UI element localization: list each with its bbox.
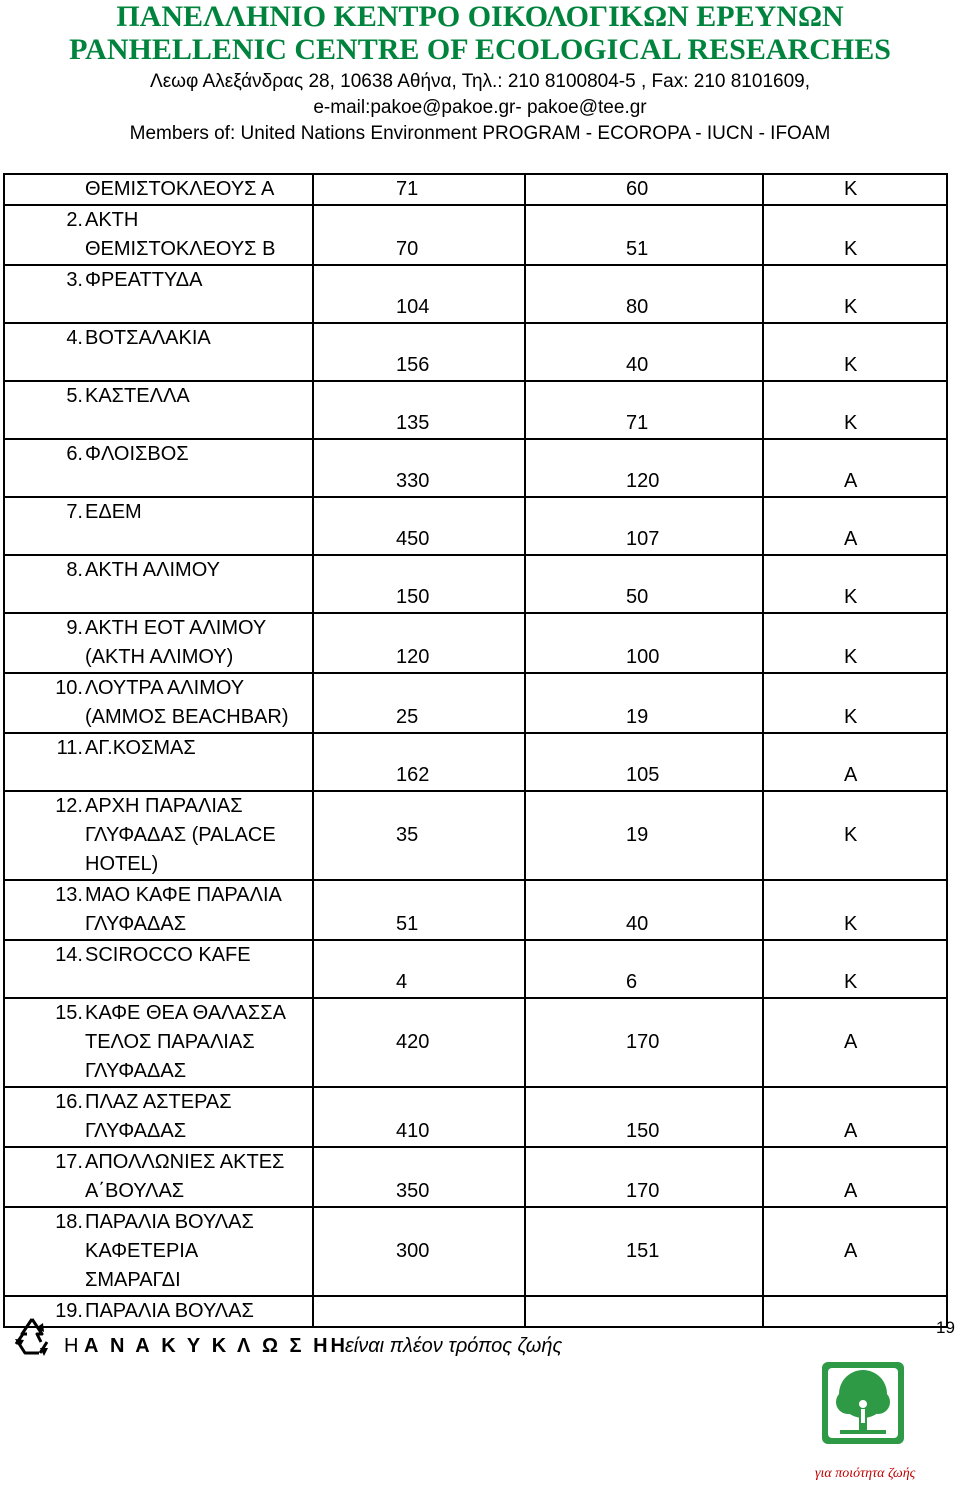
row-number: 6. xyxy=(66,443,83,465)
beach-name-cell xyxy=(4,205,313,265)
value-cell-v1: 330 xyxy=(313,439,525,497)
row-number: 13. xyxy=(55,884,83,906)
table-row xyxy=(4,323,947,381)
beach-name-line: ΓΛΥΦΑΔΑΣ xyxy=(85,1060,187,1082)
table-row xyxy=(4,613,947,673)
slogan-bold: Α Ν Α Κ Υ Κ Λ Ω Σ Η xyxy=(84,1335,331,1357)
value-cell-v1: 4 xyxy=(313,940,525,998)
beach-name-line: ΦΡΕΑΤΤΥΔΑ xyxy=(85,269,203,291)
table-row xyxy=(4,791,947,880)
beach-name-cell xyxy=(4,613,313,673)
value-cell-v3: Κ xyxy=(763,323,947,381)
value-cell-v2: 100 xyxy=(525,613,763,673)
table-row xyxy=(4,497,947,555)
beach-name-line: ΑΚΤΗ ΑΛΙΜΟΥ xyxy=(85,559,220,581)
row-number: 12. xyxy=(55,795,83,817)
value-cell-v2: 107 xyxy=(525,497,763,555)
value-cell-v2 xyxy=(525,1296,763,1327)
table-row xyxy=(4,1087,947,1147)
row-number: 15. xyxy=(55,1002,83,1024)
beach-name-cell xyxy=(4,791,313,880)
value-cell-v2: 6 xyxy=(525,940,763,998)
beach-name-line: ΣΜΑΡΑΓΔΙ xyxy=(85,1269,181,1291)
value-cell-v2: 120 xyxy=(525,439,763,497)
value-cell-v1: 156 xyxy=(313,323,525,381)
value-cell-v1: 450 xyxy=(313,497,525,555)
beach-name-line: ΑΚΤΗ xyxy=(85,209,139,231)
beach-name-line: ΑΓ.ΚΟΣΜΑΣ xyxy=(85,737,196,759)
row-number: 16. xyxy=(55,1091,83,1113)
beach-table xyxy=(3,173,948,1328)
value-cell-v3: Κ xyxy=(763,265,947,323)
row-number: 8. xyxy=(66,559,83,581)
value-cell-v2: 80 xyxy=(525,265,763,323)
beach-name-line: ΠΑΡΑΛΙΑ ΒΟΥΛΑΣ xyxy=(85,1211,254,1233)
value-cell-v1: 420 xyxy=(313,998,525,1087)
value-cell-v3: Κ xyxy=(763,174,947,205)
table-row xyxy=(4,940,947,998)
beach-name-line: ΕΔΕΜ xyxy=(85,501,142,523)
value-cell-v3: Α xyxy=(763,998,947,1087)
value-cell-v2: 170 xyxy=(525,1147,763,1207)
value-cell-v3: Κ xyxy=(763,673,947,733)
table-row xyxy=(4,381,947,439)
value-cell-v1: 71 xyxy=(313,174,525,205)
beach-name-cell xyxy=(4,555,313,613)
row-number: 5. xyxy=(66,385,83,407)
value-cell-v1: 120 xyxy=(313,613,525,673)
value-cell-v2: 170 xyxy=(525,998,763,1087)
row-number: 14. xyxy=(55,944,83,966)
value-cell-v3: Κ xyxy=(763,940,947,998)
row-number: 18. xyxy=(55,1211,83,1233)
value-cell-v2: 19 xyxy=(525,673,763,733)
beach-name-cell xyxy=(4,1207,313,1296)
beach-name-cell xyxy=(4,1087,313,1147)
beach-name-line: ΒΟΤΣΑΛΑΚΙΑ xyxy=(85,327,211,349)
beach-name-cell xyxy=(4,265,313,323)
beach-name-cell xyxy=(4,673,313,733)
row-number: 9. xyxy=(66,617,83,639)
value-cell-v3: Α xyxy=(763,439,947,497)
beach-name-line: ΑΚΤΗ ΕΟΤ ΑΛΙΜΟΥ xyxy=(85,617,267,639)
beach-name-cell xyxy=(4,880,313,940)
beach-name-line: (ΑΚΤΗ ΑΛΙΜΟΥ) xyxy=(85,646,234,668)
value-cell-v1: 350 xyxy=(313,1147,525,1207)
beach-name-line: ΓΛΥΦΑΔΑΣ (PALACE xyxy=(85,824,276,846)
table-row xyxy=(4,673,947,733)
beach-name-cell xyxy=(4,998,313,1087)
beach-name-line: ΘΕΜΙΣΤΟΚΛΕΟΥΣ Α xyxy=(85,178,275,200)
value-cell-v3: Κ xyxy=(763,613,947,673)
value-cell-v3: Α xyxy=(763,1087,947,1147)
value-cell-v2: 50 xyxy=(525,555,763,613)
table-row xyxy=(4,880,947,940)
value-cell-v3: Α xyxy=(763,1207,947,1296)
beach-name-line: ΚΑΦΕ ΘΕΑ ΘΑΛΑΣΣΑ xyxy=(85,1002,286,1024)
value-cell-v2: 40 xyxy=(525,880,763,940)
value-cell-v3: Α xyxy=(763,733,947,791)
value-cell-v3: Κ xyxy=(763,791,947,880)
table-row xyxy=(4,998,947,1087)
row-number: 4. xyxy=(66,327,83,349)
beach-name-line: ΘΕΜΙΣΤΟΚΛΕΟΥΣ Β xyxy=(85,238,276,260)
beach-name-cell xyxy=(4,381,313,439)
org-memberships: Members of: United Nations Environment PROGRAM - ECOROPA - IUCN - IFOAM xyxy=(129,123,831,144)
table-row xyxy=(4,1296,947,1327)
beach-name-cell xyxy=(4,1147,313,1207)
page-number: 19 xyxy=(936,1318,955,1337)
table-row xyxy=(4,1147,947,1207)
beach-name-cell xyxy=(4,439,313,497)
value-cell-v1: 70 xyxy=(313,205,525,265)
value-cell-v3 xyxy=(763,1296,947,1327)
beach-name-cell xyxy=(4,497,313,555)
beach-name-cell xyxy=(4,174,313,205)
org-name-english: PANHELLENIC CENTRE OF ECOLOGICAL RESEARCHES xyxy=(69,33,891,66)
tree-logo-icon xyxy=(820,1360,906,1446)
value-cell-v1: 25 xyxy=(313,673,525,733)
value-cell-v3: Κ xyxy=(763,381,947,439)
beach-name-line: (ΑΜΜΟΣ BEACHBAR) xyxy=(85,706,289,728)
row-number: 10. xyxy=(55,677,83,699)
row-number: 11. xyxy=(56,737,83,759)
org-name-greek: ΠΑΝΕΛΛΗΝΙΟ ΚΕΝΤΡΟ ΟΙΚΟΛΟΓΙΚΩΝ ΕΡΕΥΝΩΝ xyxy=(116,0,844,33)
value-cell-v3: Κ xyxy=(763,880,947,940)
table-row xyxy=(4,1207,947,1296)
value-cell-v3: Κ xyxy=(763,555,947,613)
value-cell-v1: 410 xyxy=(313,1087,525,1147)
beach-name-line: ΜΑΟ ΚΑΦΕ ΠΑΡΑΛΙΑ xyxy=(85,884,282,906)
org-email: e-mail:pakoe@pakoe.gr- pakoe@tee.gr xyxy=(313,97,647,118)
value-cell-v3: Α xyxy=(763,1147,947,1207)
recycling-slogan: Η Α Ν Α Κ Υ Κ Λ Ω Σ ΗΗείναι πλέον τρόπος ζωής xyxy=(64,1335,563,1357)
value-cell-v2: 150 xyxy=(525,1087,763,1147)
beach-name-line: ΑΠΟΛΛΩΝΙΕΣ ΑΚΤΕΣ xyxy=(85,1151,285,1173)
table-row xyxy=(4,733,947,791)
value-cell-v1: 35 xyxy=(313,791,525,880)
beach-name-line: ΦΛΟΙΣΒΟΣ xyxy=(85,443,189,465)
table-row xyxy=(4,174,947,205)
table-row xyxy=(4,439,947,497)
beach-name-line: ΑΡΧΗ ΠΑΡΑΛΙΑΣ xyxy=(85,795,243,817)
value-cell-v1: 51 xyxy=(313,880,525,940)
row-number: 3. xyxy=(66,269,83,291)
beach-name-line: ΤΕΛΟΣ ΠΑΡΑΛΙΑΣ xyxy=(85,1031,255,1053)
beach-name-cell xyxy=(4,733,313,791)
recycle-icon xyxy=(10,1314,54,1358)
value-cell-v1: 104 xyxy=(313,265,525,323)
value-cell-v2: 19 xyxy=(525,791,763,880)
beach-name-line: Α΄ΒΟΥΛΑΣ xyxy=(85,1180,185,1202)
table-row xyxy=(4,555,947,613)
beach-name-line: SCIROCCO KAFE xyxy=(85,944,251,966)
beach-name-line: ΚΑΦΕΤΕΡΙΑ xyxy=(85,1240,199,1262)
beach-name-cell xyxy=(4,323,313,381)
value-cell-v2: 51 xyxy=(525,205,763,265)
beach-name-line: ΚΑΣΤΕΛΛΑ xyxy=(85,385,190,407)
beach-name-line: ΠΛΑΖ ΑΣΤΕΡΑΣ xyxy=(85,1091,232,1113)
row-number: 17. xyxy=(55,1151,83,1173)
beach-name-line: ΠΑΡΑΛΙΑ ΒΟΥΛΑΣ xyxy=(85,1300,254,1322)
table-row xyxy=(4,205,947,265)
org-address: Λεωφ Αλεξάνδρας 28, 10638 Αθήνα, Τηλ.: 210 8100804-5 , Fax: 210 8101609, xyxy=(150,71,810,92)
value-cell-v2: 60 xyxy=(525,174,763,205)
value-cell-v2: 105 xyxy=(525,733,763,791)
value-cell-v1: 300 xyxy=(313,1207,525,1296)
beach-name-line: ΓΛΥΦΑΔΑΣ xyxy=(85,1120,187,1142)
value-cell-v1: 150 xyxy=(313,555,525,613)
logo-caption: για ποιότητα ζωής xyxy=(815,1466,916,1481)
value-cell-v2: 71 xyxy=(525,381,763,439)
beach-name-line: ΛΟΥΤΡΑ ΑΛΙΜΟΥ xyxy=(85,677,245,699)
value-cell-v2: 40 xyxy=(525,323,763,381)
beach-name-line: ΓΛΥΦΑΔΑΣ xyxy=(85,913,187,935)
row-number: 7. xyxy=(66,501,83,523)
row-number: 2. xyxy=(66,209,83,231)
value-cell-v1: 162 xyxy=(313,733,525,791)
value-cell-v3: Κ xyxy=(763,205,947,265)
slogan-start: Η xyxy=(64,1335,84,1357)
table-row xyxy=(4,265,947,323)
value-cell-v2: 151 xyxy=(525,1207,763,1296)
value-cell-v1 xyxy=(313,1296,525,1327)
value-cell-v3: Α xyxy=(763,497,947,555)
beach-name-cell xyxy=(4,940,313,998)
beach-name-line: HOTEL) xyxy=(85,853,159,875)
value-cell-v1: 135 xyxy=(313,381,525,439)
slogan-italic: είναι πλέον τρόπος ζωής xyxy=(345,1335,563,1357)
row-number: 19. xyxy=(55,1300,83,1322)
